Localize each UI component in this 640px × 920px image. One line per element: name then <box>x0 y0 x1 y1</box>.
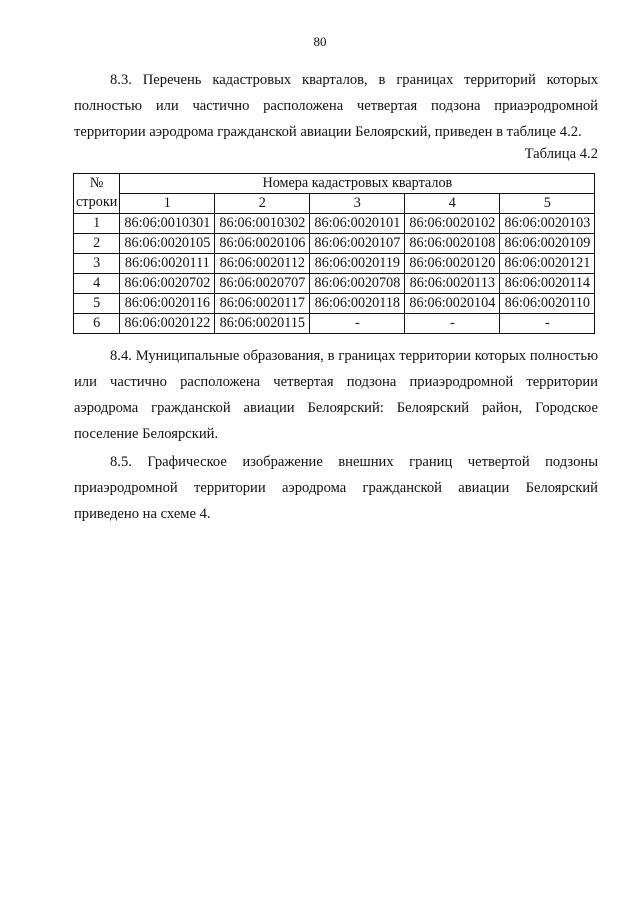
table-cell: - <box>405 314 500 334</box>
row-number: 6 <box>74 314 120 334</box>
table-cell: 86:06:0010302 <box>215 214 310 234</box>
column-number: 2 <box>215 194 310 214</box>
table-cell: - <box>500 314 595 334</box>
paragraph-8-3 <box>74 67 598 145</box>
row-number-header-line1: № <box>89 175 104 191</box>
table-row <box>74 234 595 254</box>
paragraph-8-4 <box>74 343 598 447</box>
table-cell: 86:06:0020109 <box>500 234 595 254</box>
paragraph-line: 8.3. Перечень кадастровых кварталов, в границах территорий которых <box>110 72 598 88</box>
table-cell: 86:06:0020105 <box>120 234 215 254</box>
table-cell: 86:06:0020110 <box>500 294 595 314</box>
table-cell: - <box>310 314 405 334</box>
page-number: 80 <box>313 34 327 49</box>
column-number-row <box>74 194 595 214</box>
table-cell: 86:06:0020119 <box>310 254 405 274</box>
paragraph-line: 8.5. Графическое изображение внешних границ четвертой подзоны <box>110 454 598 470</box>
table-cell: 86:06:0020101 <box>310 214 405 234</box>
row-number: 2 <box>74 234 120 254</box>
row-number-header <box>74 174 120 214</box>
table-cell: 86:06:0020108 <box>405 234 500 254</box>
table-cell: 86:06:0020117 <box>215 294 310 314</box>
row-number: 4 <box>74 274 120 294</box>
table-cell: 86:06:0020112 <box>215 254 310 274</box>
table-cell: 86:06:0020115 <box>215 314 310 334</box>
table-header-row <box>74 174 595 194</box>
paragraph-line: приаэродромной территории аэродрома гражданской авиации Белоярский <box>74 480 598 496</box>
paragraph-line: 8.4. Муниципальные образования, в границах территории которых полностью <box>110 348 598 364</box>
cadastral-quarters-table <box>73 173 595 334</box>
table-cell: 86:06:0020118 <box>310 294 405 314</box>
table-cell: 86:06:0020114 <box>500 274 595 294</box>
row-number: 5 <box>74 294 120 314</box>
column-number: 5 <box>500 194 595 214</box>
table-row <box>74 254 595 274</box>
table-cell: 86:06:0020121 <box>500 254 595 274</box>
table-cell: 86:06:0020107 <box>310 234 405 254</box>
table-cell: 86:06:0020122 <box>120 314 215 334</box>
table-cell: 86:06:0020120 <box>405 254 500 274</box>
table-cell: 86:06:0020113 <box>405 274 500 294</box>
table-row <box>74 294 595 314</box>
paragraph-line: приведено на схеме 4. <box>74 506 211 522</box>
paragraph-line: аэродрома гражданской авиации Белоярский: Белоярский район, Городское <box>74 400 598 416</box>
table-cell: 86:06:0020106 <box>215 234 310 254</box>
table-cell: 86:06:0020708 <box>310 274 405 294</box>
paragraph-line: поселение Белоярский. <box>74 426 219 442</box>
table-cell: 86:06:0020104 <box>405 294 500 314</box>
column-number: 4 <box>405 194 500 214</box>
row-number-header-line2: строки <box>76 194 118 210</box>
table-cell: 86:06:0020702 <box>120 274 215 294</box>
group-header: Номера кадастровых кварталов <box>120 174 595 194</box>
paragraph-line: территории аэродрома гражданской авиации Белоярский, приведен в таблице 4.2. <box>74 124 582 140</box>
table-cell: 86:06:0020111 <box>120 254 215 274</box>
paragraph-line: или частично расположена четвертая подзона приаэродромной территории <box>74 374 598 390</box>
table-row <box>74 314 595 334</box>
table-cell: 86:06:0020116 <box>120 294 215 314</box>
table-cell: 86:06:0010301 <box>120 214 215 234</box>
table-caption: Таблица 4.2 <box>524 146 598 162</box>
column-number: 3 <box>310 194 405 214</box>
table-cell: 86:06:0020102 <box>405 214 500 234</box>
table-row <box>74 214 595 234</box>
paragraph-line: полностью или частично расположена четвертая подзона приаэродромной <box>74 98 598 114</box>
row-number: 3 <box>74 254 120 274</box>
row-number: 1 <box>74 214 120 234</box>
paragraph-8-5 <box>74 449 598 527</box>
table-cell: 86:06:0020103 <box>500 214 595 234</box>
column-number: 1 <box>120 194 215 214</box>
table-row <box>74 274 595 294</box>
table-cell: 86:06:0020707 <box>215 274 310 294</box>
